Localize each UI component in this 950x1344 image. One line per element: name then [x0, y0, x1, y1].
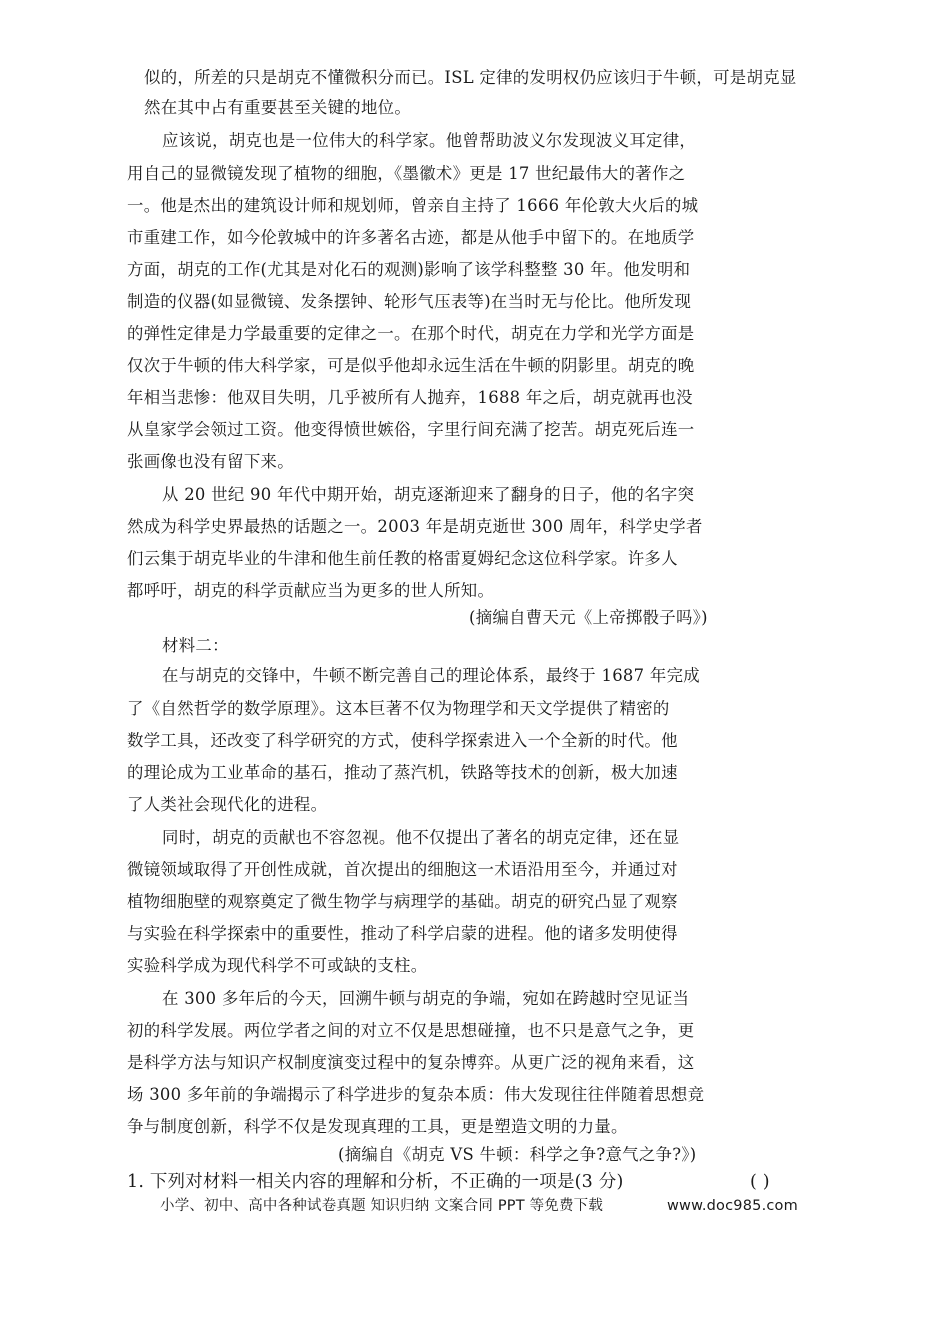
text-line: 一。他是杰出的建筑设计师和规划师，曾亲自主持了 1666 年伦敦大火后的城	[127, 196, 699, 215]
text-line: 应该说，胡克也是一位伟大的科学家。他曾帮助波义尔发现波义耳定律，	[162, 131, 697, 150]
source-citation-one: (摘编自曹天元《上帝掷骰子吗》)	[469, 608, 708, 627]
text-line: 同时，胡克的贡献也不容忽视。他不仅提出了著名的胡克定律，还在显	[162, 828, 680, 847]
source-citation-two: (摘编自《胡克 VS 牛顿：科学之争?意气之争?》)	[338, 1145, 697, 1164]
text-line: 方面，胡克的工作(尤其是对化石的观测)影响了该学科整整 30 年。他发明和	[127, 260, 691, 279]
text-line: 初的科学发展。两位学者之间的对立不仅是思想碰撞，也不只是意气之争，更	[127, 1021, 695, 1040]
text-line: 然成为科学史界最热的话题之一。2003 年是胡克逝世 300 周年，科学史学者	[127, 517, 703, 536]
text-line: 实验科学成为现代科学不可或缺的支柱。	[127, 956, 428, 975]
text-line: 在 300 多年后的今天，回溯牛顿与胡克的争端，宛如在跨越时空见证当	[162, 989, 690, 1008]
text-line: 从 20 世纪 90 年代中期开始，胡克逐渐迎来了翻身的日子，他的名字突	[162, 485, 695, 504]
text-line: 制造的仪器(如显微镜、发条摆钟、轮形气压表等)在当时无与伦比。他所发现	[127, 292, 692, 311]
text-line: 了《自然哲学的数学原理》。这本巨著不仅为物理学和天文学提供了精密的	[127, 699, 670, 718]
text-line: 仅次于牛顿的伟大科学家，可是似乎他却永远生活在牛顿的阴影里。胡克的晚	[127, 356, 695, 375]
text-line: 用自己的显微镜发现了植物的细胞，《墨徽术》更是 17 世纪最伟大的著作之	[127, 164, 686, 183]
text-line: 张画像也没有留下来。	[127, 452, 294, 471]
question-prompt: 1. 下列对材料一相关内容的理解和分析，不正确的一项是(3 分)	[127, 1172, 624, 1192]
text-line: 是科学方法与知识产权制度演变过程中的复杂博弈。从更广泛的视角来看，这	[127, 1053, 695, 1072]
text-line: 市重建工作，如今伦敦城中的许多著名古迹，都是从他手中留下的。在地质学	[127, 228, 695, 247]
text-line: 都呼吁，胡克的科学贡献应当为更多的世人所知。	[127, 581, 495, 600]
text-line: 数学工具，还改变了科学研究的方式，使科学探索进入一个全新的时代。他	[127, 731, 678, 750]
footer-url[interactable]: www.doc985.com	[667, 1198, 798, 1214]
text-line: 争与制度创新，科学不仅是发现真理的工具，更是塑造文明的力量。	[127, 1117, 628, 1136]
text-line: 从皇家学会领过工资。他变得愤世嫉俗，字里行间充满了挖苦。胡克死后连一	[127, 420, 695, 439]
answer-bracket: ( )	[750, 1172, 770, 1192]
text-line: 植物细胞壁的观察奠定了微生物学与病理学的基础。胡克的研究凸显了观察	[127, 892, 678, 911]
text-line: 年相当悲惨：他双目失明，几乎被所有人抛弃，1688 年之后，胡克就再也没	[127, 388, 693, 407]
material-two-heading: 材料二：	[162, 636, 229, 655]
text-line: 似的，所差的只是胡克不懂微积分而已。ISL 定律的发明权仍应该归于牛顿，可是胡克显	[144, 68, 797, 87]
text-line: 在与胡克的交锋中，牛顿不断完善自己的理论体系，最终于 1687 年完成	[162, 666, 700, 685]
text-line: 与实验在科学探索中的重要性，推动了科学启蒙的进程。他的诸多发明使得	[127, 924, 678, 943]
text-line: 的弹性定律是力学最重要的定律之一。在那个时代，胡克在力学和光学方面是	[127, 324, 695, 343]
text-line: 场 300 多年前的争端揭示了科学进步的复杂本质：伟大发现往往伴随着思想竞	[127, 1085, 705, 1104]
text-line: 了人类社会现代化的进程。	[127, 795, 328, 814]
footer-promo-text: 小学、初中、高中各种试卷真题 知识归纳 文案合同 PPT 等免费下载	[160, 1198, 604, 1214]
text-line: 的理论成为工业革命的基石，推动了蒸汽机，铁路等技术的创新，极大加速	[127, 763, 678, 782]
text-line: 微镜领域取得了开创性成就，首次提出的细胞这一术语沿用至今，并通过对	[127, 860, 678, 879]
text-line: 们云集于胡克毕业的牛津和他生前任教的格雷夏姆纪念这位科学家。许多人	[127, 549, 678, 568]
text-line: 然在其中占有重要甚至关键的地位。	[144, 98, 412, 117]
